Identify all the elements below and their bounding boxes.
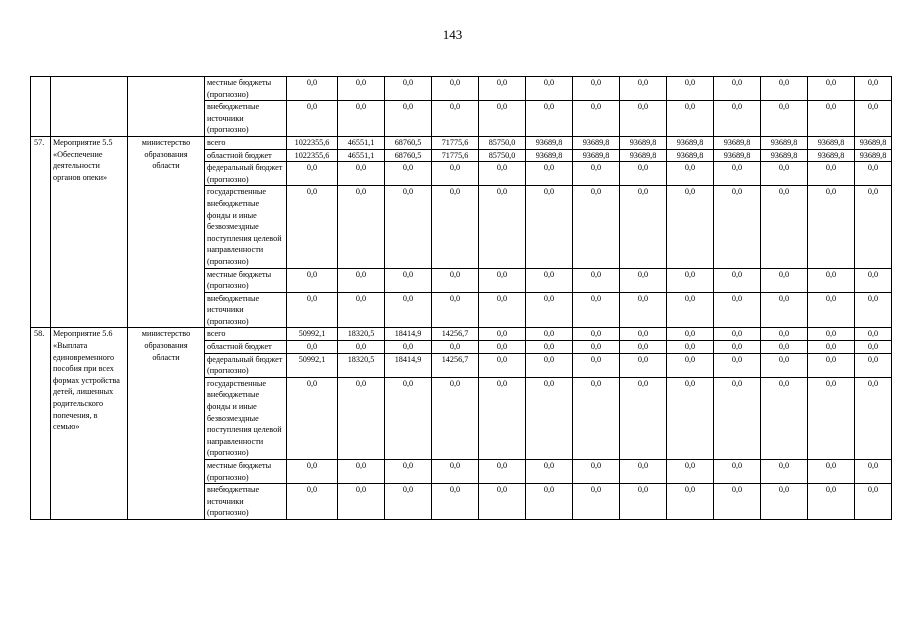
responsible-executor: министерство образования области xyxy=(128,328,205,520)
amount-cell: 0,0 xyxy=(667,162,714,186)
amount-cell: 0,0 xyxy=(855,268,892,292)
amount-cell: 0,0 xyxy=(620,162,667,186)
funding-source: государственные внебюджетные фонды и иные безвозмездные поступления целевой направленности (прогнозно) xyxy=(205,186,287,268)
amount-cell: 85750,0 xyxy=(479,149,526,162)
amount-cell: 0,0 xyxy=(761,77,808,101)
amount-cell: 0,0 xyxy=(479,292,526,328)
amount-cell: 0,0 xyxy=(338,186,385,268)
amount-cell: 0,0 xyxy=(855,484,892,520)
amount-cell: 0,0 xyxy=(714,292,761,328)
amount-cell: 0,0 xyxy=(761,328,808,341)
amount-cell: 18414,9 xyxy=(385,353,432,377)
amount-cell: 0,0 xyxy=(808,460,855,484)
amount-cell: 0,0 xyxy=(667,186,714,268)
amount-cell: 0,0 xyxy=(432,341,479,354)
responsible-executor xyxy=(128,77,205,137)
amount-cell: 0,0 xyxy=(573,77,620,101)
amount-cell: 93689,8 xyxy=(714,149,761,162)
amount-cell: 0,0 xyxy=(855,328,892,341)
amount-cell: 0,0 xyxy=(287,162,338,186)
funding-source: федеральный бюджет (прогнозно) xyxy=(205,353,287,377)
amount-cell: 0,0 xyxy=(808,268,855,292)
amount-cell: 0,0 xyxy=(714,484,761,520)
measure-name xyxy=(51,77,128,137)
amount-cell: 0,0 xyxy=(761,101,808,137)
amount-cell: 0,0 xyxy=(385,186,432,268)
budget-table xyxy=(30,76,892,520)
amount-cell: 93689,8 xyxy=(761,136,808,149)
amount-cell: 93689,8 xyxy=(808,136,855,149)
funding-source: внебюджетные источники (прогнозно) xyxy=(205,292,287,328)
amount-cell: 0,0 xyxy=(287,460,338,484)
measure-name: Мероприятие 5.6 «Выплата единовременного пособия при всех формах устройства детей, лишенных родительского попечения, в семью» xyxy=(51,328,128,520)
amount-cell: 0,0 xyxy=(385,77,432,101)
amount-cell: 0,0 xyxy=(526,162,573,186)
amount-cell: 0,0 xyxy=(432,162,479,186)
amount-cell: 93689,8 xyxy=(573,136,620,149)
amount-cell: 0,0 xyxy=(808,353,855,377)
amount-cell: 0,0 xyxy=(432,292,479,328)
amount-cell: 0,0 xyxy=(287,101,338,137)
funding-source: областной бюджет xyxy=(205,341,287,354)
amount-cell: 0,0 xyxy=(714,353,761,377)
amount-cell: 0,0 xyxy=(287,484,338,520)
amount-cell: 0,0 xyxy=(714,162,761,186)
table-row xyxy=(31,328,892,341)
amount-cell: 0,0 xyxy=(667,328,714,341)
funding-source: федеральный бюджет (прогнозно) xyxy=(205,162,287,186)
amount-cell: 0,0 xyxy=(573,101,620,137)
amount-cell: 0,0 xyxy=(620,377,667,459)
amount-cell: 0,0 xyxy=(761,377,808,459)
amount-cell: 0,0 xyxy=(479,77,526,101)
funding-source: местные бюджеты (прогнозно) xyxy=(205,460,287,484)
amount-cell: 50992,1 xyxy=(287,328,338,341)
amount-cell: 0,0 xyxy=(287,341,338,354)
amount-cell: 0,0 xyxy=(479,460,526,484)
amount-cell: 0,0 xyxy=(667,77,714,101)
amount-cell: 18414,9 xyxy=(385,328,432,341)
funding-source: государственные внебюджетные фонды и иные безвозмездные поступления целевой направленности (прогнозно) xyxy=(205,377,287,459)
amount-cell: 0,0 xyxy=(620,460,667,484)
amount-cell: 0,0 xyxy=(573,460,620,484)
table-body xyxy=(31,77,892,520)
amount-cell: 0,0 xyxy=(385,377,432,459)
amount-cell: 0,0 xyxy=(526,268,573,292)
amount-cell: 0,0 xyxy=(808,341,855,354)
amount-cell: 0,0 xyxy=(338,162,385,186)
amount-cell: 0,0 xyxy=(573,377,620,459)
amount-cell: 0,0 xyxy=(432,460,479,484)
amount-cell: 0,0 xyxy=(526,377,573,459)
amount-cell: 46551,1 xyxy=(338,149,385,162)
amount-cell: 93689,8 xyxy=(620,149,667,162)
amount-cell: 93689,8 xyxy=(573,149,620,162)
amount-cell: 0,0 xyxy=(714,341,761,354)
amount-cell: 0,0 xyxy=(287,292,338,328)
amount-cell: 0,0 xyxy=(385,101,432,137)
item-number xyxy=(31,77,51,137)
amount-cell: 0,0 xyxy=(808,292,855,328)
amount-cell: 0,0 xyxy=(620,268,667,292)
amount-cell: 0,0 xyxy=(620,186,667,268)
amount-cell: 0,0 xyxy=(620,484,667,520)
amount-cell: 0,0 xyxy=(573,353,620,377)
amount-cell: 0,0 xyxy=(714,328,761,341)
amount-cell: 68760,5 xyxy=(385,136,432,149)
amount-cell: 0,0 xyxy=(855,162,892,186)
amount-cell: 50992,1 xyxy=(287,353,338,377)
amount-cell: 0,0 xyxy=(526,292,573,328)
amount-cell: 0,0 xyxy=(479,328,526,341)
amount-cell: 0,0 xyxy=(761,292,808,328)
amount-cell: 0,0 xyxy=(808,186,855,268)
amount-cell: 0,0 xyxy=(667,101,714,137)
amount-cell: 93689,8 xyxy=(855,136,892,149)
amount-cell: 0,0 xyxy=(573,341,620,354)
amount-cell: 0,0 xyxy=(338,292,385,328)
amount-cell: 93689,8 xyxy=(855,149,892,162)
funding-source: областной бюджет xyxy=(205,149,287,162)
amount-cell: 0,0 xyxy=(385,460,432,484)
amount-cell: 0,0 xyxy=(620,101,667,137)
amount-cell: 0,0 xyxy=(287,268,338,292)
amount-cell: 0,0 xyxy=(385,341,432,354)
amount-cell: 14256,7 xyxy=(432,353,479,377)
amount-cell: 0,0 xyxy=(573,328,620,341)
amount-cell: 0,0 xyxy=(761,268,808,292)
funding-source: всего xyxy=(205,328,287,341)
amount-cell: 0,0 xyxy=(855,353,892,377)
page-number: 143 xyxy=(442,27,463,42)
amount-cell: 0,0 xyxy=(761,186,808,268)
amount-cell: 0,0 xyxy=(667,268,714,292)
amount-cell: 0,0 xyxy=(714,101,761,137)
amount-cell: 93689,8 xyxy=(526,136,573,149)
amount-cell: 0,0 xyxy=(855,77,892,101)
amount-cell: 0,0 xyxy=(714,460,761,484)
amount-cell: 0,0 xyxy=(432,484,479,520)
amount-cell: 0,0 xyxy=(432,268,479,292)
amount-cell: 0,0 xyxy=(385,292,432,328)
amount-cell: 0,0 xyxy=(479,101,526,137)
table-row xyxy=(31,136,892,149)
amount-cell: 93689,8 xyxy=(761,149,808,162)
amount-cell: 0,0 xyxy=(338,101,385,137)
amount-cell: 0,0 xyxy=(526,101,573,137)
amount-cell: 0,0 xyxy=(385,484,432,520)
amount-cell: 0,0 xyxy=(479,484,526,520)
amount-cell: 0,0 xyxy=(526,328,573,341)
amount-cell: 0,0 xyxy=(573,292,620,328)
amount-cell: 0,0 xyxy=(808,101,855,137)
amount-cell: 0,0 xyxy=(338,377,385,459)
amount-cell: 0,0 xyxy=(287,377,338,459)
amount-cell: 0,0 xyxy=(338,268,385,292)
amount-cell: 0,0 xyxy=(479,186,526,268)
amount-cell: 0,0 xyxy=(855,377,892,459)
amount-cell: 0,0 xyxy=(808,377,855,459)
amount-cell: 0,0 xyxy=(432,186,479,268)
amount-cell: 0,0 xyxy=(432,377,479,459)
table-row xyxy=(31,77,892,101)
amount-cell: 93689,8 xyxy=(667,136,714,149)
amount-cell: 71775,6 xyxy=(432,136,479,149)
funding-source: внебюджетные источники (прогнозно) xyxy=(205,101,287,137)
responsible-executor: министерство образования области xyxy=(128,136,205,328)
amount-cell: 0,0 xyxy=(573,268,620,292)
amount-cell: 0,0 xyxy=(338,341,385,354)
amount-cell: 85750,0 xyxy=(479,136,526,149)
amount-cell: 0,0 xyxy=(855,292,892,328)
amount-cell: 0,0 xyxy=(808,162,855,186)
amount-cell: 0,0 xyxy=(808,328,855,341)
amount-cell: 0,0 xyxy=(620,328,667,341)
amount-cell: 0,0 xyxy=(620,341,667,354)
amount-cell: 0,0 xyxy=(761,341,808,354)
amount-cell: 1022355,6 xyxy=(287,149,338,162)
amount-cell: 0,0 xyxy=(667,377,714,459)
amount-cell: 0,0 xyxy=(385,268,432,292)
funding-source: местные бюджеты (прогнозно) xyxy=(205,77,287,101)
amount-cell: 0,0 xyxy=(714,268,761,292)
amount-cell: 0,0 xyxy=(620,292,667,328)
amount-cell: 71775,6 xyxy=(432,149,479,162)
funding-source: внебюджетные источники (прогнозно) xyxy=(205,484,287,520)
amount-cell: 18320,5 xyxy=(338,353,385,377)
amount-cell: 0,0 xyxy=(287,186,338,268)
amount-cell: 68760,5 xyxy=(385,149,432,162)
measure-name: Мероприятие 5.5 «Обеспечение деятельности органов опеки» xyxy=(51,136,128,328)
amount-cell: 0,0 xyxy=(479,162,526,186)
amount-cell: 0,0 xyxy=(620,77,667,101)
amount-cell: 0,0 xyxy=(620,353,667,377)
amount-cell: 93689,8 xyxy=(714,136,761,149)
amount-cell: 0,0 xyxy=(808,77,855,101)
amount-cell: 0,0 xyxy=(761,162,808,186)
amount-cell: 0,0 xyxy=(385,162,432,186)
item-number: 58. xyxy=(31,328,51,520)
amount-cell: 0,0 xyxy=(573,162,620,186)
amount-cell: 0,0 xyxy=(526,77,573,101)
amount-cell: 0,0 xyxy=(479,353,526,377)
amount-cell: 0,0 xyxy=(479,377,526,459)
amount-cell: 0,0 xyxy=(479,341,526,354)
amount-cell: 0,0 xyxy=(714,77,761,101)
amount-cell: 0,0 xyxy=(667,484,714,520)
amount-cell: 93689,8 xyxy=(526,149,573,162)
amount-cell: 0,0 xyxy=(479,268,526,292)
amount-cell: 0,0 xyxy=(432,101,479,137)
item-number: 57. xyxy=(31,136,51,328)
amount-cell: 93689,8 xyxy=(667,149,714,162)
amount-cell: 0,0 xyxy=(526,353,573,377)
amount-cell: 0,0 xyxy=(855,101,892,137)
amount-cell: 0,0 xyxy=(855,341,892,354)
amount-cell: 0,0 xyxy=(526,341,573,354)
amount-cell: 18320,5 xyxy=(338,328,385,341)
amount-cell: 0,0 xyxy=(667,341,714,354)
amount-cell: 46551,1 xyxy=(338,136,385,149)
amount-cell: 0,0 xyxy=(667,292,714,328)
funding-source: всего xyxy=(205,136,287,149)
amount-cell: 0,0 xyxy=(714,377,761,459)
amount-cell: 0,0 xyxy=(573,484,620,520)
amount-cell: 0,0 xyxy=(287,77,338,101)
amount-cell: 0,0 xyxy=(526,460,573,484)
amount-cell: 0,0 xyxy=(667,460,714,484)
amount-cell: 0,0 xyxy=(761,484,808,520)
amount-cell: 93689,8 xyxy=(620,136,667,149)
amount-cell: 0,0 xyxy=(761,353,808,377)
amount-cell: 0,0 xyxy=(338,460,385,484)
amount-cell: 0,0 xyxy=(526,186,573,268)
amount-cell: 0,0 xyxy=(338,484,385,520)
amount-cell: 0,0 xyxy=(338,77,385,101)
amount-cell: 93689,8 xyxy=(808,149,855,162)
funding-source: местные бюджеты (прогнозно) xyxy=(205,268,287,292)
amount-cell: 0,0 xyxy=(714,186,761,268)
amount-cell: 0,0 xyxy=(808,484,855,520)
amount-cell: 0,0 xyxy=(526,484,573,520)
amount-cell: 0,0 xyxy=(432,77,479,101)
amount-cell: 0,0 xyxy=(855,186,892,268)
amount-cell: 0,0 xyxy=(573,186,620,268)
amount-cell: 0,0 xyxy=(761,460,808,484)
amount-cell: 14256,7 xyxy=(432,328,479,341)
amount-cell: 0,0 xyxy=(855,460,892,484)
amount-cell: 1022355,6 xyxy=(287,136,338,149)
amount-cell: 0,0 xyxy=(667,353,714,377)
